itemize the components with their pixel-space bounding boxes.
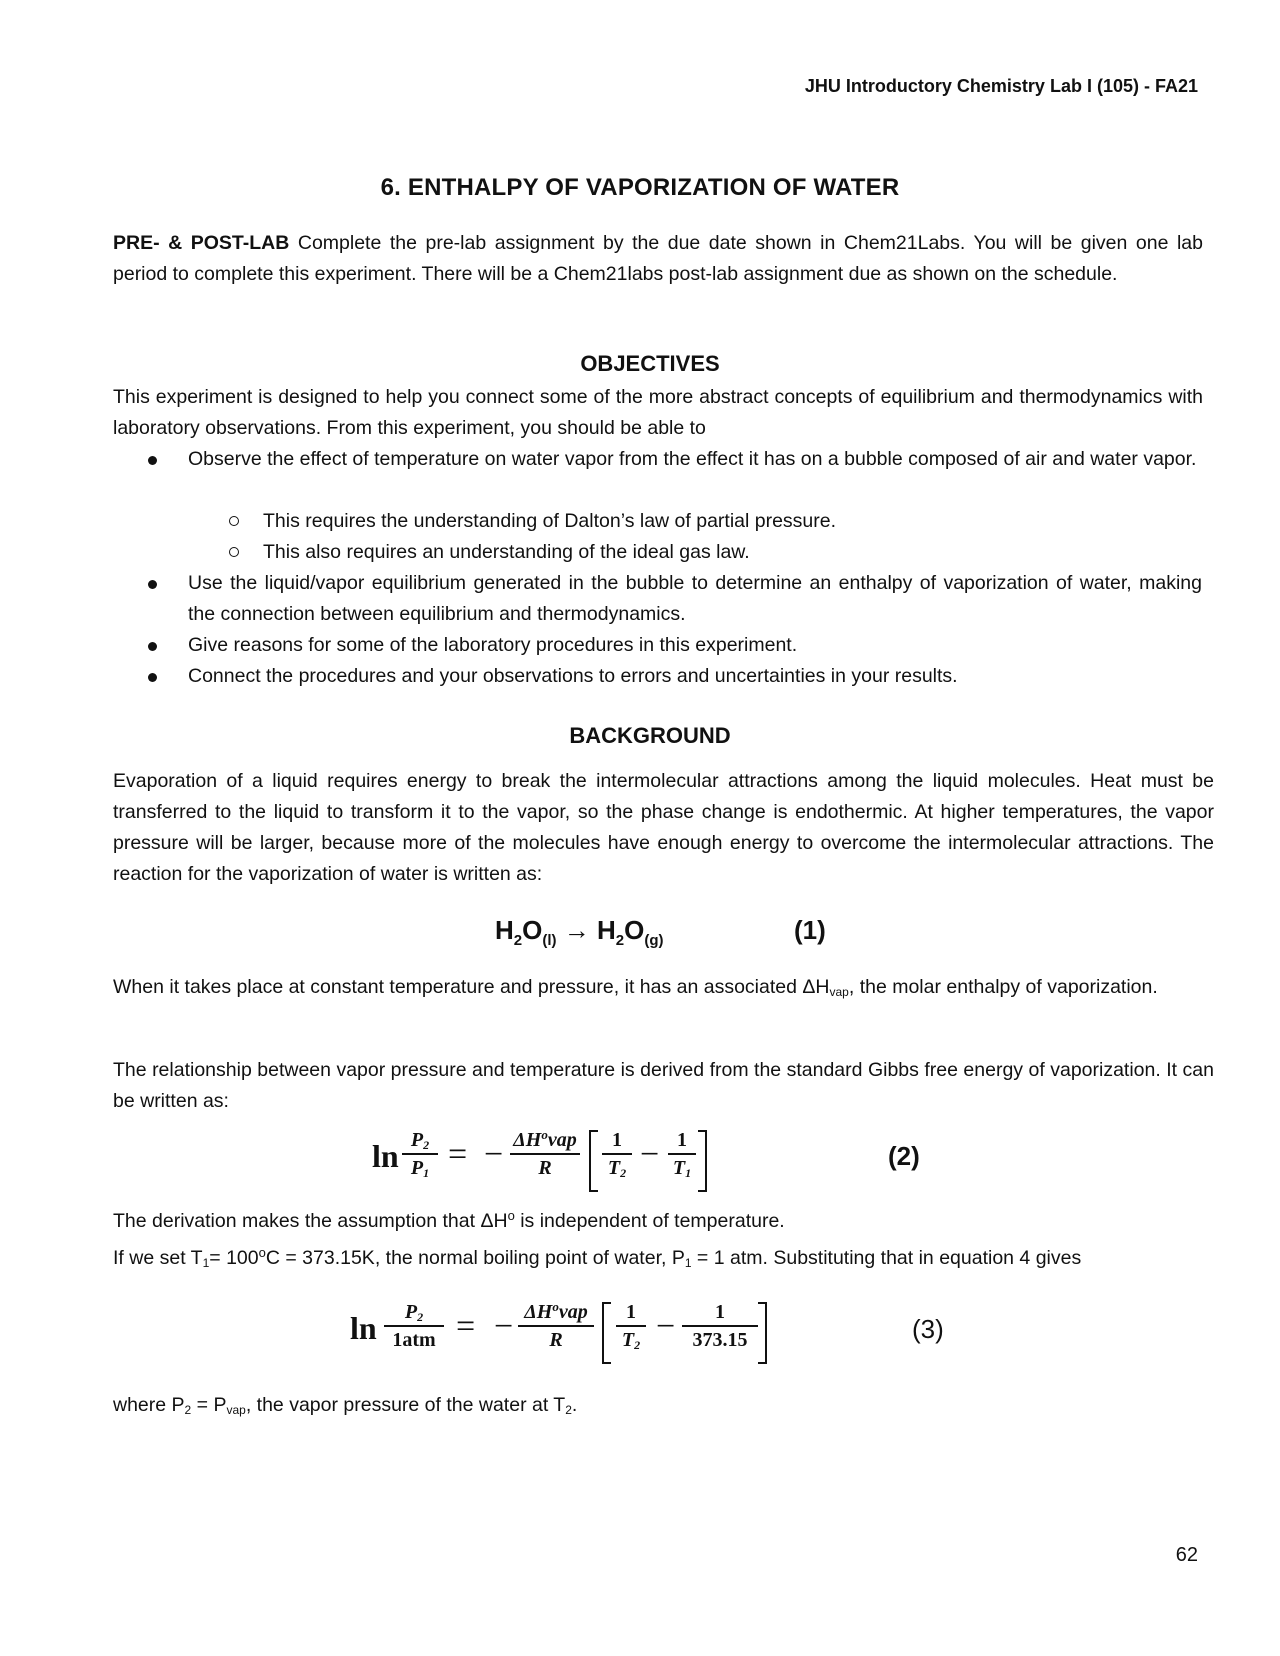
circle-bullet-icon bbox=[229, 547, 239, 557]
enthalpy-paragraph: When it takes place at constant temperature and pressure, it has an associated $\Delta H_{vap}$, the molar enthalpy of vaporization. bbox=[113, 976, 1158, 999]
objectives-intro: This experiment is designed to help you connect some of the more abstract concepts of equilibrium and thermodynamics with laboratory observations. From this experiment, you should be able to bbox=[113, 386, 1203, 439]
course-header: JHU Introductory Chemistry Lab I (105) - FA21 bbox=[804, 76, 1198, 96]
equation-2: ln $P_2$ $P_1$ = − $\Delta H^ovap$ R 1 $T_2$ − 1 $T_1$ bbox=[350, 1128, 850, 1198]
equation-1-number: (1) bbox=[794, 915, 826, 945]
list-item: Use the liquid/vapor equilibrium generated in the bubble to determine an enthalpy of vaporization of water, making the connection between equilibrium and thermodynamics. bbox=[188, 568, 1202, 630]
objectives-heading: OBJECTIVES bbox=[580, 351, 720, 376]
background-paragraph: Evaporation of a liquid requires energy to break the intermolecular attractions among the liquid molecules. Heat must be transferred to the liquid to transform it to the vapor, so the phase change is endothermic. At higher temperatures, the vapor pressure will be larger, because more of the molecules have enough energy to overcome the intermolecular attractions. The reaction for the vaporization of water is written as: bbox=[113, 770, 1214, 885]
assumption-paragraph: The derivation makes the assumption that $\Delta H^o$ is independent of temperature. bbox=[113, 1208, 785, 1232]
circle-bullet-icon bbox=[229, 516, 239, 526]
equation-2-number: (2) bbox=[888, 1141, 920, 1171]
list-item: Observe the effect of temperature on water vapor from the effect it has on a bubble composed of air and water vapor. bbox=[188, 444, 1202, 475]
prelab-paragraph bbox=[113, 228, 1203, 290]
bullet-icon bbox=[148, 642, 157, 651]
background-heading: BACKGROUND bbox=[569, 723, 731, 748]
prelab-text: Complete the pre-lab assignment by the due date shown in Chem21Labs. You will be given one lab period to complete this experiment. There will be a Chem21labs post-lab assignment due as shown on the schedule. bbox=[113, 232, 1203, 285]
prelab-label: PRE- & POST-LAB bbox=[113, 232, 290, 254]
equation-3: ln $P_2$ 1atm = − $\Delta H^ovap$ R 1 $T_2$ − 1 373.15 bbox=[348, 1300, 868, 1370]
list-item: This requires the understanding of Dalton’s law of partial pressure. bbox=[263, 506, 1163, 537]
definition-paragraph: where $P_2 = P_{vap}$, the vapor pressure of the water at $T_2$. bbox=[113, 1394, 578, 1417]
equation-3-number: (3) bbox=[912, 1314, 944, 1344]
list-item: Connect the procedures and your observations to errors and uncertainties in your results. bbox=[188, 661, 1202, 692]
page-number: 62 bbox=[1175, 1544, 1198, 1566]
list-item: Give reasons for some of the laboratory procedures in this experiment. bbox=[188, 630, 1202, 661]
page-title: 6. ENTHALPY OF VAPORIZATION OF WATER bbox=[380, 174, 900, 201]
gibbs-paragraph: The relationship between vapor pressure and temperature is derived from the standard Gibbs free energy of vaporization. It can be written as: bbox=[113, 1059, 1214, 1112]
equation-1: $H_2O_{(l)} \to H_2O_{(g)}$ bbox=[495, 915, 664, 950]
bullet-icon bbox=[148, 580, 157, 589]
substitution-paragraph: If we set $T_1= 100^oC = 373.15K$, the normal boiling point of water, $P_1 = 1$ atm. Substituting that in equation 4 gives bbox=[113, 1245, 1082, 1270]
bullet-icon bbox=[148, 673, 157, 682]
list-item: This also requires an understanding of the ideal gas law. bbox=[263, 537, 1163, 568]
bullet-icon bbox=[148, 456, 157, 465]
